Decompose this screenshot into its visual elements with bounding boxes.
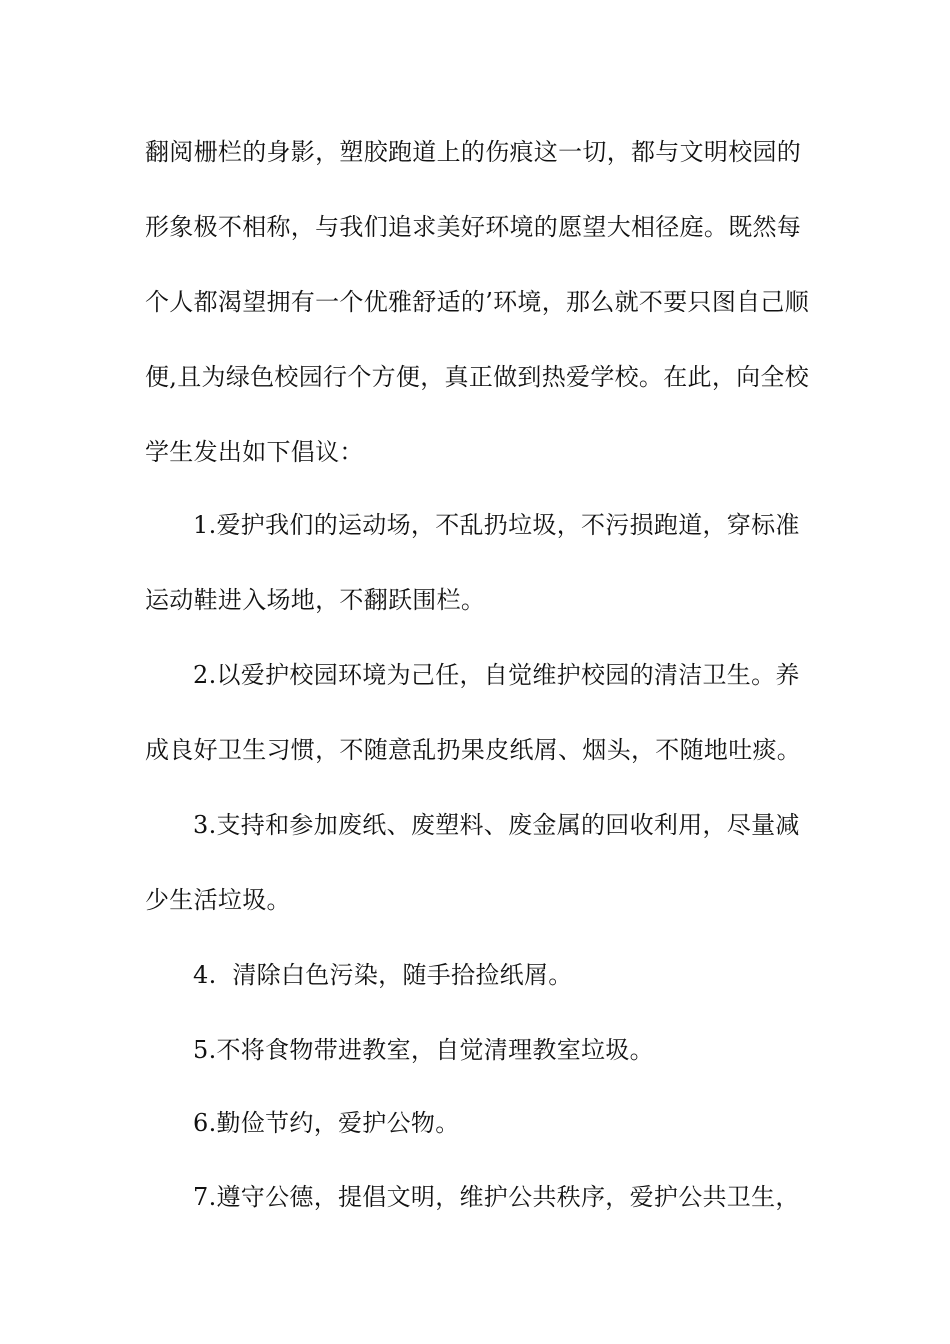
list-item-1-continued: 运动鞋进入场地，不翻跃围栏。 xyxy=(145,586,486,614)
paragraph-line: 学生发出如下倡议： xyxy=(145,438,364,466)
list-item-3-continued: 少生活垃圾。 xyxy=(145,886,291,914)
list-item-3: 3.支持和参加废纸、废塑料、废金属的回收利用，尽量减 xyxy=(193,811,800,839)
list-item-6: 6.勤俭节约，爱护公物。 xyxy=(193,1109,460,1137)
paragraph-line: 个人都渴望拥有一个优雅舒适的’环境，那么就不要只图自己顺 xyxy=(145,288,810,316)
list-item-7: 7.遵守公德，提倡文明，维护公共秩序，爱护公共卫生， xyxy=(193,1183,800,1211)
list-item-1: 1.爱护我们的运动场，不乱扔垃圾，不污损跑道，穿标准 xyxy=(193,511,800,539)
paragraph-line: 便,且为绿色校园行个方便，真正做到热爱学校。在此，向全校 xyxy=(145,363,810,391)
list-item-2-continued: 成良好卫生习惯，不随意乱扔果皮纸屑、烟头，不随地吐痰。 xyxy=(145,736,802,764)
paragraph-line: 翻阅栅栏的身影，塑胶跑道上的伤痕这一切，都与文明校园的 xyxy=(145,138,802,166)
paragraph-line: 形象极不相称，与我们追求美好环境的愿望大相径庭。既然每 xyxy=(145,213,802,241)
list-item-5: 5.不将食物带进教室，自觉清理教室垃圾。 xyxy=(193,1036,654,1064)
list-item-2: 2.以爱护校园环境为己任，自觉维护校园的清洁卫生。养 xyxy=(193,661,800,689)
list-item-4: 4. 清除白色污染，随手拾捡纸屑。 xyxy=(193,961,573,989)
